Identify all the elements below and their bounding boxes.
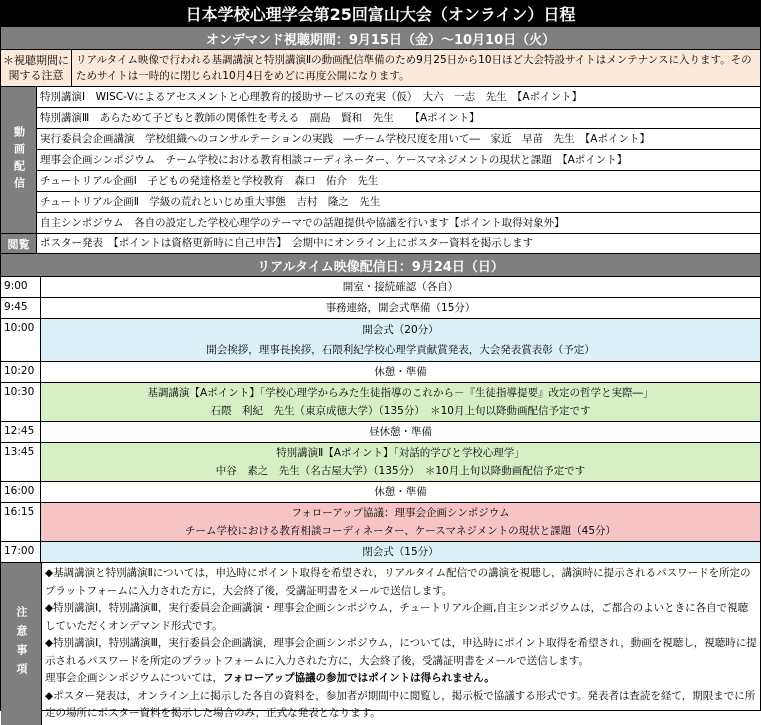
video-item: 特別講演Ⅲ あらためて子どもと教師の関係性を考える 副島 賢和 先生 【Aポイント】 xyxy=(37,108,760,129)
view-section xyxy=(1,234,760,254)
video-section xyxy=(1,87,760,234)
event-line: 基調講演【Aポイント】「学校心理学からみた生徒指導のこれから－『生徒指導提要』改定の哲学と実際―」 xyxy=(147,387,654,399)
event-cell xyxy=(41,443,760,481)
note-text: 理事会企画シンポジウムについては， xyxy=(45,672,223,684)
timeline-row xyxy=(1,277,760,298)
event-line: 昼休憩・準備 xyxy=(369,426,432,438)
event-line: フォローアップ協議：理事会企画シンポジウム xyxy=(291,507,510,519)
time-cell: 16:15 xyxy=(1,503,41,541)
event-cell xyxy=(41,298,760,318)
page-title: 日本学校心理学会第25回富山大会（オンライン）日程 xyxy=(1,1,760,27)
video-item: チュートリアル企画Ⅱ 学級の荒れといじめ重大事態 吉村 隆之 先生 xyxy=(37,192,760,213)
video-item: 実行委員会企画講演 学校組織へのコンサルテーションの実践 ―チーム学校尺度を用いて― 家近 早苗 先生 【Aポイント】 xyxy=(37,129,760,150)
event-cell xyxy=(41,319,760,361)
event-line: 閉会式（15分） xyxy=(362,546,439,558)
event-cell xyxy=(41,277,760,297)
notes-body xyxy=(42,563,760,725)
notice-label-line2: 関する注意 xyxy=(8,69,64,82)
event-cell xyxy=(41,383,760,421)
video-item: 自主シンポジウム 各自の設定した学校心理学のテーマでの話題提供や協議を行います【ポイント取得対象外】 xyxy=(40,217,565,229)
time-cell: 10:30 xyxy=(1,383,41,421)
timeline-row xyxy=(1,362,760,383)
time-cell: 12:45 xyxy=(1,422,41,442)
timeline-row xyxy=(1,319,760,362)
notice-label-line1: ＊視聴期間に xyxy=(3,54,69,67)
video-label: 動画配信 xyxy=(1,87,37,233)
note-paragraph: ◆ポスター発表は，オンライン上に掲示した各自の資料を，参加者が期間中に閲覧し，掲示板で協議する形式です。発表者は査読を経て，期限までに所定の場所にポスター資料を掲示した場合のみ，正式な発表となります。 xyxy=(45,689,756,719)
event-line: 石隈 利紀 先生（東京成徳大学）（135分） ＊10月上旬以降動画配信予定です xyxy=(210,405,591,417)
time-cell: 16:00 xyxy=(1,482,41,502)
notes-section xyxy=(1,563,760,725)
event-line: 休憩・準備 xyxy=(374,486,427,498)
note-paragraph: ◆基調講演と特別講演Ⅱについては，申込時にポイント取得を希望され，リアルタイム配信での講演を視聴し，講演時に提示されるパスワードを所定のプラットフォームに入力された方に，大会終了後，受講証明書をメールで送信します。 xyxy=(45,567,751,597)
timeline-row xyxy=(1,443,760,482)
view-item: ポスター発表 【ポイントは資格更新時に自己申告】 会期中にオンライン上にポスター資料を掲示します xyxy=(40,237,534,249)
notice-label xyxy=(1,50,72,86)
timeline-row xyxy=(1,383,760,422)
event-cell xyxy=(41,503,760,541)
event-line: 中谷 素之 先生（名古屋大学）（135分） ＊10月上旬以降動画配信予定です xyxy=(215,465,586,477)
time-cell: 13:45 xyxy=(1,443,41,481)
note-paragraph: ◆特別講演Ⅰ，特別講演Ⅲ，実行委員会企画講演，理事会企画シンポジウム，については，申込時にポイント取得を希望され，動画を視聴し，視聴時に提示されるパスワードを所定のプラットフォームに入力された方に，大会終了後，受講証明書をメールで送信します。 xyxy=(45,637,757,667)
view-label: 閲覧 xyxy=(1,234,37,253)
note-paragraph xyxy=(45,670,757,688)
event-line: 休憩・準備 xyxy=(374,366,427,378)
time-cell: 17:00 xyxy=(1,542,41,562)
event-line: 特別講演Ⅱ【Aポイント】「対話的学びと学校心理学」 xyxy=(276,447,525,459)
event-cell xyxy=(41,422,760,442)
notes-label: 注意事項 xyxy=(1,563,42,725)
video-item: 特別講演Ⅰ WISC-Ⅴによるアセスメントと心理教育的援助サービスの充実（仮） 大六 一志 先生 【Aポイント】 xyxy=(37,87,760,108)
event-line: 開会式（20分） xyxy=(362,324,439,336)
timeline-row xyxy=(1,298,760,319)
ondemand-header: オンデマンド視聴期間：9月15日（金）～10月10日（火） xyxy=(1,27,760,50)
time-cell: 9:45 xyxy=(1,298,41,318)
note-paragraph: ◆特別講演Ⅰ，特別講演Ⅲ，実行委員会企画講演・理事会企画シンポジウム，チュートリアル企画,自主シンポジウムは，ご都合のよいときに各自で視聴していただくオンデマンド形式です。 xyxy=(45,602,749,632)
event-line: 開会挨拶，理事長挨拶，石隈利紀学校心理学貢献賞発表，大会発表賞表彰（予定） xyxy=(206,344,595,356)
video-item: チュートリアル企画Ⅰ 子どもの発達格差と学校教育 森口 佑介 先生 xyxy=(37,171,760,192)
event-line: 開室・接続確認（各自） xyxy=(342,281,459,293)
time-cell: 10:20 xyxy=(1,362,41,382)
event-cell xyxy=(41,362,760,382)
note-emphasis: フォローアップ協議の参加ではポイントは得られません。 xyxy=(222,672,495,684)
event-cell xyxy=(41,482,760,502)
video-item: 理事会企画シンポジウム チーム学校における教育相談コーディネーター、ケースマネジメントの現状と課題 【Aポイント】 xyxy=(37,150,760,171)
timeline-row xyxy=(1,422,760,443)
event-line: チーム学校における教育相談コーディネーター、ケースマネジメントの現状と課題（45分） xyxy=(184,525,617,537)
timeline-row xyxy=(1,503,760,542)
timeline-row xyxy=(1,482,760,503)
time-cell: 10:00 xyxy=(1,319,41,361)
realtime-header: リアルタイム映像配信日：9月24日（日） xyxy=(1,254,760,277)
video-list xyxy=(37,87,760,233)
notice-text: リアルタイム映像で行われる基調講演と特別講演Ⅱの動画配信準備のため9月25日から10日ほど大会特設サイトはメンテナンスに入ります。そのためサイトは一時的に閉じられ10月4日をめどに再度公開になります。 xyxy=(72,50,760,86)
event-line: 事務連絡，開会式準備（15分） xyxy=(325,302,476,314)
time-cell: 9:00 xyxy=(1,277,41,297)
notice-row xyxy=(1,50,760,87)
event-cell xyxy=(41,542,760,562)
timeline-row xyxy=(1,542,760,563)
